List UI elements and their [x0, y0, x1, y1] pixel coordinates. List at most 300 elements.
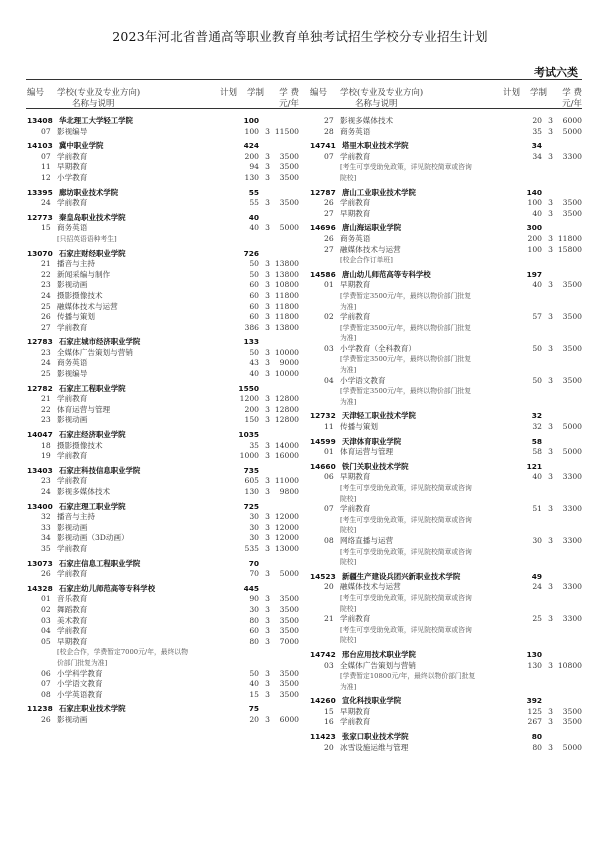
school-code: 14260: [310, 696, 336, 706]
major-code: 32: [41, 512, 51, 522]
major-code: 27: [41, 322, 51, 332]
major-plan: 535: [244, 543, 259, 553]
major-plan: 25: [532, 614, 542, 624]
major-row: [27, 358, 299, 369]
major-length: 3: [265, 358, 270, 368]
major-code: 08: [41, 689, 51, 699]
school-code: 13400: [27, 501, 53, 511]
major-name: 小学教育: [57, 172, 88, 182]
major-fee: 3500: [279, 594, 299, 604]
major-plan: 50: [249, 259, 259, 269]
major-row: [310, 245, 582, 256]
major-fee: 11800: [274, 290, 299, 300]
major-length: 3: [265, 394, 270, 404]
major-row: [310, 582, 582, 593]
major-length: 3: [265, 347, 270, 357]
major-length: 3: [548, 116, 553, 125]
major-length: 3: [548, 614, 553, 624]
major-row: [27, 690, 299, 701]
major-name: 学前教育: [340, 198, 371, 208]
school-row: [27, 584, 299, 595]
major-plan: 57: [532, 312, 542, 322]
column-header: [27, 84, 299, 116]
school-plan: 726: [243, 248, 259, 258]
school-row: [27, 384, 299, 395]
note-text: 院校]: [340, 558, 357, 567]
school-plan: 445: [243, 583, 259, 593]
major-row: [27, 523, 299, 534]
major-fee: 3500: [279, 626, 299, 636]
note-row: [27, 234, 299, 245]
major-plan: 100: [527, 198, 542, 208]
major-length: 3: [265, 223, 270, 233]
header-rule: [26, 108, 582, 109]
major-row: [27, 152, 299, 163]
school-name: 邢台应用技术职业学院: [342, 649, 416, 659]
school-name: 石家庄信息工程职业学院: [59, 558, 141, 568]
school-row: [27, 466, 299, 477]
school-name: 华北理工大学轻工学院: [59, 116, 133, 125]
school-name: 冀中职业学院: [59, 141, 104, 151]
note-text: [学费暂定3500元/年，最终以物价部门批复: [340, 323, 471, 332]
major-plan: 80: [249, 636, 259, 646]
major-name: 小学英语教育: [57, 689, 103, 699]
note-row: [310, 604, 582, 615]
major-name: 小学科学教育: [57, 668, 103, 678]
major-row: [27, 259, 299, 270]
major-length: 3: [548, 660, 553, 670]
note-text: [考生可享受助免政策，详见院校简章或咨询: [340, 163, 472, 172]
school-plan: 49: [531, 571, 542, 581]
major-name: 商务英语: [340, 233, 371, 243]
school-plan: 121: [526, 461, 542, 471]
major-row: [27, 302, 299, 313]
major-length: 3: [265, 626, 270, 636]
note-text: [考生可享受助免政策，详见院校简章或咨询: [340, 625, 472, 634]
major-code: 01: [324, 280, 334, 290]
major-fee: 5000: [562, 447, 582, 457]
major-row: [27, 679, 299, 690]
major-plan: 50: [249, 668, 259, 678]
major-row: [27, 451, 299, 462]
major-length: 3: [548, 375, 553, 385]
major-length: 3: [265, 522, 270, 532]
major-length: 3: [265, 512, 270, 522]
school-name: 石家庄工程职业学院: [59, 383, 126, 393]
major-plan: 60: [249, 290, 259, 300]
major-code: 07: [41, 126, 51, 136]
major-code: 26: [41, 714, 51, 724]
major-fee: 3500: [279, 689, 299, 699]
major-length: 3: [265, 543, 270, 553]
school-code: 13408: [27, 116, 53, 125]
note-text: [考生可享受助免政策，详见院校简章或咨询: [340, 515, 472, 524]
header-length: 学制: [246, 88, 264, 98]
major-plan: 130: [244, 172, 259, 182]
major-row: [27, 487, 299, 498]
left-column: [27, 84, 299, 725]
note-text: [考生可享受助免政策，详见院校简章或咨询: [340, 547, 472, 556]
major-length: 3: [265, 668, 270, 678]
note-text: 为准]: [340, 334, 357, 343]
major-length: 3: [265, 322, 270, 332]
major-length: 3: [548, 208, 553, 218]
major-plan: 130: [244, 487, 259, 496]
major-plan: 40: [249, 223, 259, 233]
note-text: [学费暂定3500元/年，最终以物价部门批复: [340, 291, 471, 300]
major-code: 06: [324, 472, 334, 482]
school-plan: 100: [243, 116, 259, 125]
note-row: [310, 365, 582, 376]
school-row: [27, 704, 299, 715]
school-name: 石家庄经济职业学院: [59, 430, 126, 440]
note-text: [校企合作订单班]: [340, 256, 393, 265]
major-code: 19: [41, 451, 51, 461]
school-code: 13070: [27, 248, 53, 258]
major-plan: 58: [532, 447, 542, 457]
major-row: [310, 422, 582, 433]
major-length: 3: [548, 447, 553, 457]
note-text: 院校]: [340, 173, 357, 182]
major-fee: 3500: [562, 280, 582, 290]
note-text: 院校]: [340, 636, 357, 645]
major-fee: 5000: [562, 126, 582, 136]
major-plan: 32: [532, 422, 542, 432]
major-fee: 10000: [274, 369, 299, 379]
major-plan: 125: [527, 706, 542, 716]
major-fee: 10000: [274, 347, 299, 357]
major-code: 26: [41, 312, 51, 322]
major-fee: 10800: [274, 280, 299, 290]
major-code: 05: [41, 636, 51, 646]
major-fee: 13000: [274, 543, 299, 553]
school-row: [310, 411, 582, 422]
major-row: [27, 441, 299, 452]
school-code: 12732: [310, 411, 336, 421]
major-row: [27, 405, 299, 416]
school-code: 13073: [27, 558, 53, 568]
major-name: 学前教育: [340, 614, 371, 624]
major-row: [27, 669, 299, 680]
major-name: 学前教育: [340, 717, 371, 727]
major-row: [27, 569, 299, 580]
major-code: 26: [324, 233, 334, 243]
major-code: 03: [324, 660, 334, 670]
major-name: 摄影摄像技术: [57, 290, 103, 300]
major-plan: 34: [532, 151, 542, 161]
major-code: 01: [41, 594, 51, 604]
major-name: 影视多媒体技术: [340, 116, 394, 125]
header-school: 学校(专业及专业方向): [57, 88, 141, 98]
major-length: 3: [548, 280, 553, 290]
major-row: [310, 717, 582, 728]
major-length: 3: [548, 582, 553, 592]
major-row: [27, 127, 299, 138]
school-name: 石家庄城市经济职业学院: [59, 337, 141, 347]
major-length: 3: [548, 535, 553, 545]
school-plan: 392: [526, 696, 542, 706]
major-name: 影视编导: [57, 126, 88, 136]
school-plan: 75: [248, 704, 259, 714]
major-plan: 35: [249, 440, 259, 450]
note-row: [27, 658, 299, 669]
major-length: 3: [265, 476, 270, 486]
major-plan: 55: [249, 198, 259, 208]
major-length: 3: [265, 162, 270, 172]
major-row: [27, 616, 299, 627]
school-plan: 1035: [238, 430, 259, 440]
school-plan: 70: [248, 558, 259, 568]
school-name: 天津体育职业学院: [342, 436, 402, 446]
major-code: 26: [324, 198, 334, 208]
major-code: 25: [41, 369, 51, 379]
note-text: [考生可享受助免政策，详见院校简章或咨询: [340, 484, 472, 492]
note-text: [考生可享受助免政策，详见院校简章或咨询: [340, 593, 472, 602]
major-plan: 267: [527, 717, 542, 727]
major-name: 全媒体广告策划与营销: [340, 660, 416, 670]
major-row: [27, 291, 299, 302]
school-plan: 725: [243, 501, 259, 511]
major-name: 学前教育: [57, 322, 88, 332]
major-row: [310, 472, 582, 483]
major-fee: 3500: [562, 208, 582, 218]
major-code: 24: [41, 198, 51, 208]
major-code: 20: [324, 742, 334, 752]
major-name: 融媒体技术与运营: [340, 244, 401, 254]
major-name: 影视编导: [57, 369, 88, 379]
major-row: [27, 270, 299, 281]
major-plan: 605: [244, 476, 259, 486]
major-length: 3: [265, 714, 270, 724]
school-plan: 735: [243, 465, 259, 475]
major-name: 商务英语: [57, 358, 88, 368]
note-row: [310, 682, 582, 693]
major-code: 26: [41, 569, 51, 579]
major-row: [27, 415, 299, 426]
major-plan: 30: [249, 512, 259, 522]
major-code: 27: [324, 208, 334, 218]
major-code: 01: [324, 447, 334, 457]
major-name: 商务英语: [57, 223, 88, 233]
major-plan: 94: [249, 162, 259, 172]
school-row: [310, 572, 582, 583]
school-row: [310, 141, 582, 152]
major-fee: 3300: [562, 614, 582, 624]
major-length: 3: [265, 369, 270, 379]
major-code: 34: [41, 533, 51, 543]
header-fee-unit: 元/年: [562, 99, 582, 109]
major-name: 早期教育: [57, 162, 88, 172]
note-row: [310, 302, 582, 313]
major-code: 15: [41, 223, 51, 233]
note-row: [310, 386, 582, 397]
header-plan: 计划: [502, 88, 520, 98]
major-code: 07: [41, 679, 51, 689]
school-plan: 32: [531, 411, 542, 421]
major-fee: 14000: [274, 440, 299, 450]
school-code: 14047: [27, 430, 53, 440]
note-row: [310, 483, 582, 494]
major-length: 3: [265, 259, 270, 269]
note-row: [310, 515, 582, 526]
school-code: 14660: [310, 461, 336, 471]
major-code: 25: [41, 301, 51, 311]
major-name: 体育运营与管理: [57, 404, 111, 414]
major-code: 22: [41, 269, 51, 279]
school-plan: 130: [526, 649, 542, 659]
school-plan: 40: [248, 212, 259, 222]
note-row: [310, 635, 582, 646]
school-code: 14586: [310, 269, 336, 279]
note-row: [310, 333, 582, 344]
major-fee: 3500: [279, 198, 299, 208]
note-row: [310, 525, 582, 536]
school-row: [310, 696, 582, 707]
major-fee: 11000: [274, 476, 299, 486]
major-name: 学前教育: [57, 543, 88, 553]
major-plan: 20: [532, 116, 542, 125]
major-row: [310, 127, 582, 138]
major-name: 播音与主持: [57, 512, 95, 522]
major-fee: 3500: [279, 151, 299, 161]
note-text: 院校]: [340, 526, 357, 535]
major-plan: 1200: [239, 394, 259, 404]
major-code: 08: [324, 535, 334, 545]
major-row: [310, 234, 582, 245]
school-code: 12782: [27, 383, 53, 393]
school-code: 12787: [310, 187, 336, 197]
major-plan: 60: [249, 312, 259, 322]
school-name: 石家庄职业技术学院: [59, 704, 126, 714]
major-length: 3: [548, 472, 553, 482]
note-row: [310, 557, 582, 568]
major-row: [310, 376, 582, 387]
major-name: 小学语文教育: [340, 375, 386, 385]
major-fee: 3500: [562, 312, 582, 322]
major-row: [310, 707, 582, 718]
note-row: [310, 625, 582, 636]
major-fee: 3500: [279, 172, 299, 182]
school-row: [310, 650, 582, 661]
major-fee: 12000: [274, 522, 299, 532]
school-row: [27, 430, 299, 441]
school-plan: 55: [248, 187, 259, 197]
major-fee: 6000: [279, 714, 299, 724]
header-plan: 计划: [219, 88, 237, 98]
major-plan: 15: [249, 689, 259, 699]
major-code: 11: [324, 422, 334, 432]
major-plan: 40: [249, 679, 259, 689]
school-name: 石家庄理工职业学院: [59, 501, 126, 511]
major-row: [310, 116, 582, 127]
major-name: 小学教育（全科教育）: [340, 343, 416, 353]
major-fee: 16000: [274, 451, 299, 461]
school-code: 13403: [27, 465, 53, 475]
major-fee: 5000: [562, 742, 582, 752]
major-fee: 3500: [562, 706, 582, 716]
major-fee: 13800: [274, 322, 299, 332]
school-name: 秦皇岛职业技术学院: [59, 212, 126, 222]
major-row: [27, 476, 299, 487]
header-school-sub: 名称与说明: [355, 99, 398, 109]
header-school: 学校(专业及专业方向): [340, 88, 424, 98]
note-text: 为准]: [340, 302, 357, 311]
major-length: 3: [265, 594, 270, 604]
major-name: 学前教育: [57, 569, 88, 579]
major-length: 3: [265, 679, 270, 689]
major-code: 23: [41, 415, 51, 425]
major-name: 早期教育: [57, 636, 88, 646]
major-row: [27, 594, 299, 605]
major-fee: 5000: [562, 422, 582, 432]
major-fee: 3300: [562, 535, 582, 545]
major-length: 3: [548, 343, 553, 353]
major-name: 新闻采编与制作: [57, 269, 111, 279]
school-row: [310, 732, 582, 743]
major-plan: 43: [249, 358, 259, 368]
major-length: 3: [265, 312, 270, 322]
major-plan: 130: [527, 660, 542, 670]
major-fee: 3500: [279, 162, 299, 172]
school-row: [27, 213, 299, 224]
major-fee: 9800: [279, 487, 299, 496]
school-name: 天津轻工职业技术学院: [342, 411, 416, 421]
major-plan: 30: [249, 533, 259, 543]
major-row: [310, 344, 582, 355]
major-name: 影视动画: [57, 280, 88, 290]
major-name: 影视动画: [57, 714, 88, 724]
school-name: 唐山工业职业技术学院: [342, 187, 416, 197]
major-length: 3: [548, 244, 553, 254]
major-fee: 15800: [557, 244, 582, 254]
note-row: [310, 255, 582, 266]
major-row: [27, 348, 299, 359]
school-plan: 197: [526, 269, 542, 279]
note-row: [310, 173, 582, 184]
major-name: 传播与策划: [57, 312, 95, 322]
school-plan: 80: [531, 732, 542, 742]
major-code: 27: [324, 244, 334, 254]
right-rows: [310, 116, 582, 753]
note-text: [校企合作，学费暂定7000元/年，最终以物: [57, 648, 188, 657]
major-row: [27, 173, 299, 184]
major-row: [27, 280, 299, 291]
major-name: 网络直播与运营: [340, 535, 394, 545]
school-row: [27, 188, 299, 199]
school-name: 塔里木职业技术学院: [342, 141, 409, 151]
major-row: [27, 715, 299, 726]
school-plan: 300: [526, 223, 542, 233]
exam-category-label: 考试六类: [534, 66, 578, 79]
school-code: 14742: [310, 649, 336, 659]
major-length: 3: [265, 636, 270, 646]
major-name: 早期教育: [340, 208, 371, 218]
major-length: 3: [265, 198, 270, 208]
school-code: 14103: [27, 141, 53, 151]
note-text: [学费暂定3500元/年，最终以物价部门批复: [340, 355, 471, 364]
note-text: [学费暂定10800元/年，最终以物价部门批复: [340, 672, 476, 681]
major-row: [27, 626, 299, 637]
major-fee: 11800: [274, 301, 299, 311]
left-rows: [27, 116, 299, 725]
major-length: 3: [265, 415, 270, 425]
major-row: [310, 743, 582, 754]
major-plan: 60: [249, 280, 259, 290]
major-plan: 24: [532, 582, 542, 592]
major-code: 03: [324, 343, 334, 353]
major-code: 07: [324, 504, 334, 514]
note-text: 为准]: [340, 397, 357, 406]
